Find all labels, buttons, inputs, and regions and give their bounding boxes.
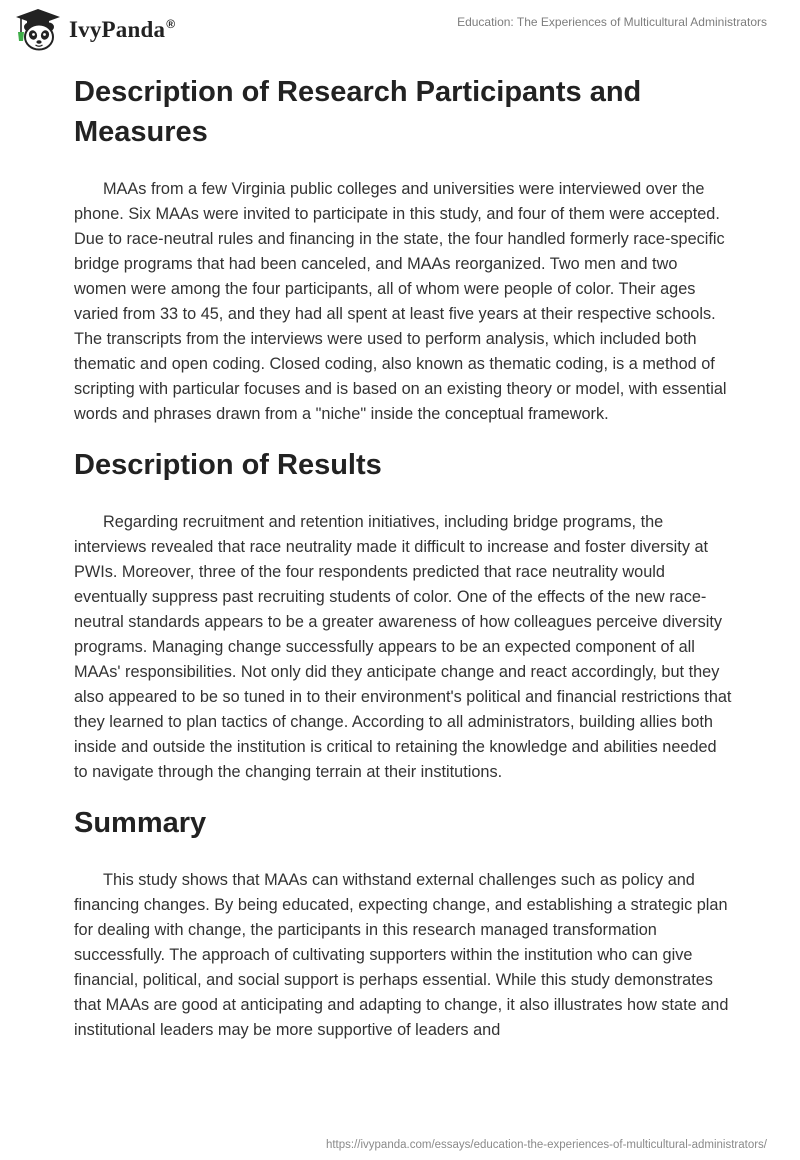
logo-wordmark: IvyPanda® xyxy=(69,17,176,42)
section-heading-summary: Summary xyxy=(74,807,207,839)
section-heading-participants: Description of Research Participants and Measures xyxy=(74,76,642,148)
section-paragraph-participants: MAAs from a few Virginia public colleges and universities were interviewed over the phone. Six MAAs were invited to participate in this study, and four of them were accepted. Due to race-neutral rules and financing in the state, the four handled formerly race-specific bridge programs that had been canceled, and MAAs reorganized. Two men and two women were among the four participants, all of whom were people of color. Their ages varied from 33 to 45, and they had all spent at least five years at their respective schools. The transcripts from the interviews were used to perform analysis, which included both thematic and open coding. Closed coding, also known as thematic coding, is a method of scripting with particular focuses and is based on an existing theory or model, with essential words and phrases drawn from a "niche" inside the conceptual framework. xyxy=(74,180,727,423)
page-header xyxy=(0,0,800,56)
registered-mark: ® xyxy=(166,17,176,32)
essay-content xyxy=(74,72,734,1043)
source-url-link[interactable]: https://ivypanda.com/essays/education-the-experiences-of-multicultural-administrators/ xyxy=(325,1139,767,1151)
section-paragraph-results: Regarding recruitment and retention initiatives, including bridge programs, the interviews revealed that race neutrality made it difficult to increase and foster diversity at PWIs. Moreover, three of the four respondents predicted that race neutrality would eventually suppress past recruiting students of color. One of the effects of the new race-neutral standards appears to be a greater awareness of how colleagues perceive diversity programs. Managing change successfully appears to be an expected component of all MAAs' responsibilities. Not only did they anticipate change and react accordingly, but they also appeared to be so tuned in to their environment's political and financial restrictions that they learned to plan tactics of change. According to all administrators, building allies both inside and outside the institution is critical to retaining the knowledge and abilities needed to navigate through the changing terrain at their institutions. xyxy=(74,513,732,781)
running-title: Education: The Experiences of Multicultural Administrators xyxy=(457,15,767,29)
panda-graduation-cap-icon xyxy=(13,8,63,52)
section-heading-results: Description of Results xyxy=(74,449,382,481)
ivypanda-logo[interactable] xyxy=(13,8,175,52)
section-paragraph-summary: This study shows that MAAs can withstand external challenges such as policy and financing changes. By being educated, expecting change, and establishing a strategic plan for dealing with change, the participants in this research managed transformation successfully. The approach of cultivating supporters within the institution who can give financial, political, and social support is perhaps essential. While this study demonstrates that MAAs are good at anticipating and adapting to change, it also illustrates how state and institutional leaders may be more supportive of leaders and xyxy=(74,871,729,1039)
